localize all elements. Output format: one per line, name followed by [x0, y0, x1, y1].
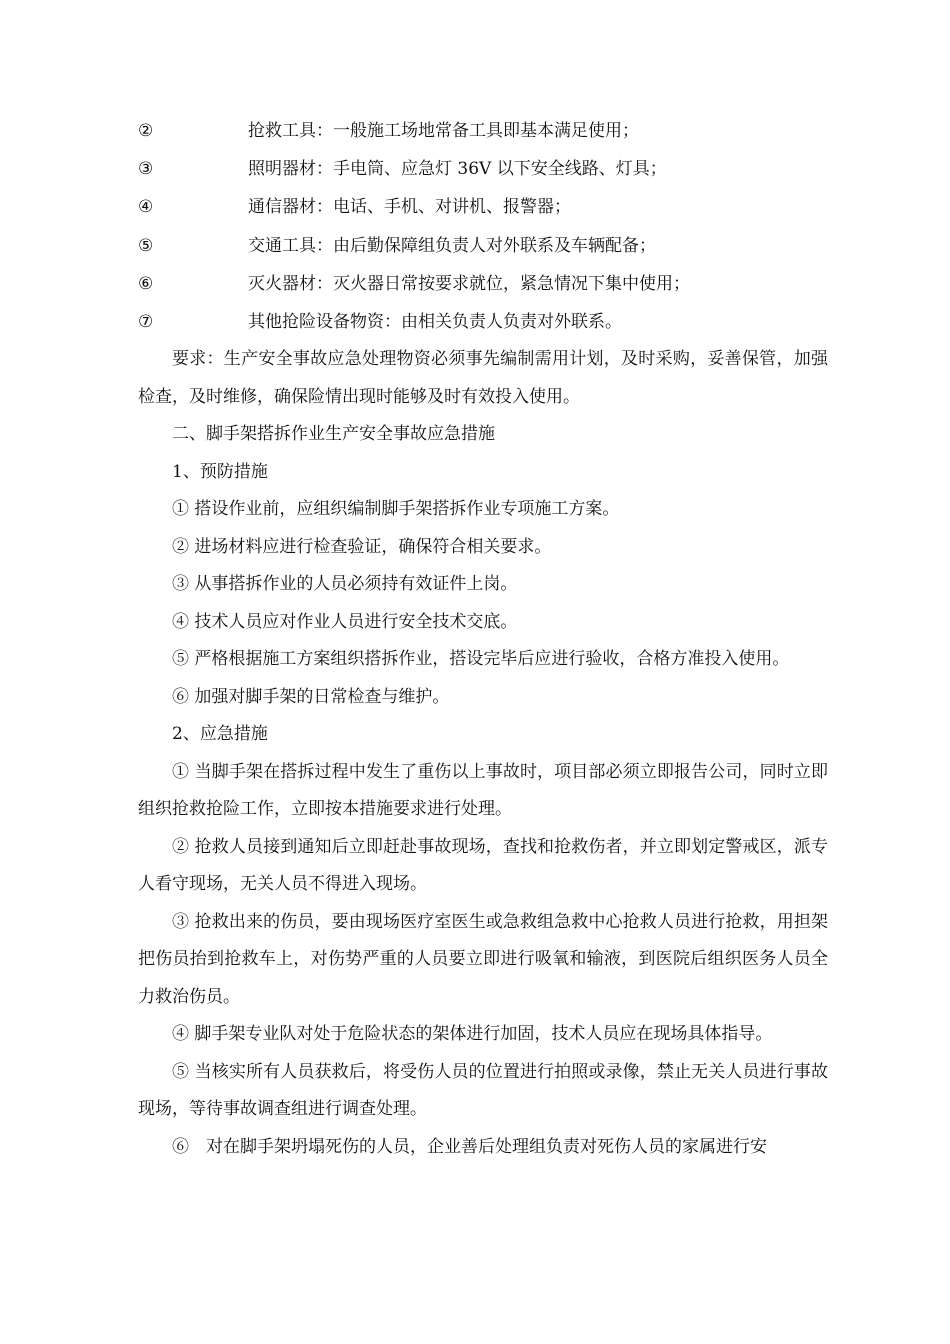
prevention-item: ③ 从事搭拆作业的人员必须持有效证件上岗。 — [172, 574, 518, 594]
list-item-text: 灭火器材：灭火器日常按要求就位，紧急情况下集中使用； — [248, 273, 690, 294]
list-item-number: ③ — [138, 159, 154, 180]
prevention-item: ⑤ 严格根据施工方案组织搭拆作业，搭设完毕后应进行验收，合格方准投入使用。 — [172, 649, 790, 669]
emergency-item: ⑥ 对在脚手架坍塌死伤的人员，企业善后处理组负责对死伤人员的家属进行安 — [172, 1136, 767, 1157]
prevention-item: ⑥ 加强对脚手架的日常检查与维护。 — [172, 686, 450, 707]
prevention-item: ④ 技术人员应对作业人员进行安全技术交底。 — [172, 611, 518, 632]
list-item-text: 通信器材：电话、手机、对讲机、报警器； — [248, 197, 571, 218]
subsection-heading: 2、应急措施 — [172, 724, 268, 744]
list-item-number: ② — [138, 121, 154, 141]
prevention-item: ② 进场材料应进行检查验证，确保符合相关要求。 — [172, 536, 552, 557]
list-item-text: 其他抢险设备物资：由相关负责人负责对外联系。 — [248, 311, 622, 332]
list-item — [138, 265, 838, 303]
section-heading: 二、脚手架搭拆作业生产安全事故应急措施 — [172, 424, 495, 444]
list-item-number: ⑥ — [138, 273, 154, 294]
body-text — [138, 341, 828, 1166]
list-item-number: ⑦ — [138, 311, 154, 332]
emergency-item: ① 当脚手架在搭拆过程中发生了重伤以上事故时，项目部必须立即报告公司，同时立即组织抢救抢险工作，立即按本措施要求进行处理。 — [138, 761, 828, 819]
emergency-item: ④ 脚手架专业队对处于危险状态的架体进行加固，技术人员应在现场具体指导。 — [172, 1024, 773, 1044]
requirement-paragraph: 要求：生产安全事故应急处理物资必须事先编制需用计划，及时采购，妥善保管，加强检查，及时维修，确保险情出现时能够及时有效投入使用。 — [138, 349, 828, 407]
list-item — [138, 112, 838, 150]
list-item-text: 照明器材：手电筒、应急灯 36V 以下安全线路、灯具； — [248, 159, 667, 180]
prevention-item: ① 搭设作业前，应组织编制脚手架搭拆作业专项施工方案。 — [172, 499, 620, 519]
emergency-item: ⑤ 当核实所有人员获救后，将受伤人员的位置进行拍照或录像，禁止无关人员进行事故现场，等待事故调查组进行调查处理。 — [138, 1061, 828, 1119]
emergency-item: ② 抢救人员接到通知后立即赶赴事故现场，查找和抢救伤者，并立即划定警戒区，派专人看守现场，无关人员不得进入现场。 — [138, 836, 828, 894]
emergency-item: ③ 抢救出来的伤员，要由现场医疗室医生或急救组急救中心抢救人员进行抢救，用担架把伤员抬到抢救车上，对伤势严重的人员要立即进行吸氧和输液，到医院后组织医务人员全力救治伤员。 — [138, 911, 828, 1007]
list-item-text: 交通工具：由后勤保障组负责人对外联系及车辆配备； — [248, 235, 656, 256]
list-item-text: 抢救工具：一般施工场地常备工具即基本满足使用； — [248, 121, 639, 141]
equipment-list — [138, 112, 838, 341]
list-item — [138, 150, 838, 188]
subsection-heading: 1、预防措施 — [172, 461, 268, 482]
list-item — [138, 227, 838, 265]
list-item — [138, 303, 838, 341]
list-item-number: ⑤ — [138, 235, 154, 256]
list-item-number: ④ — [138, 197, 154, 218]
list-item — [138, 188, 838, 226]
